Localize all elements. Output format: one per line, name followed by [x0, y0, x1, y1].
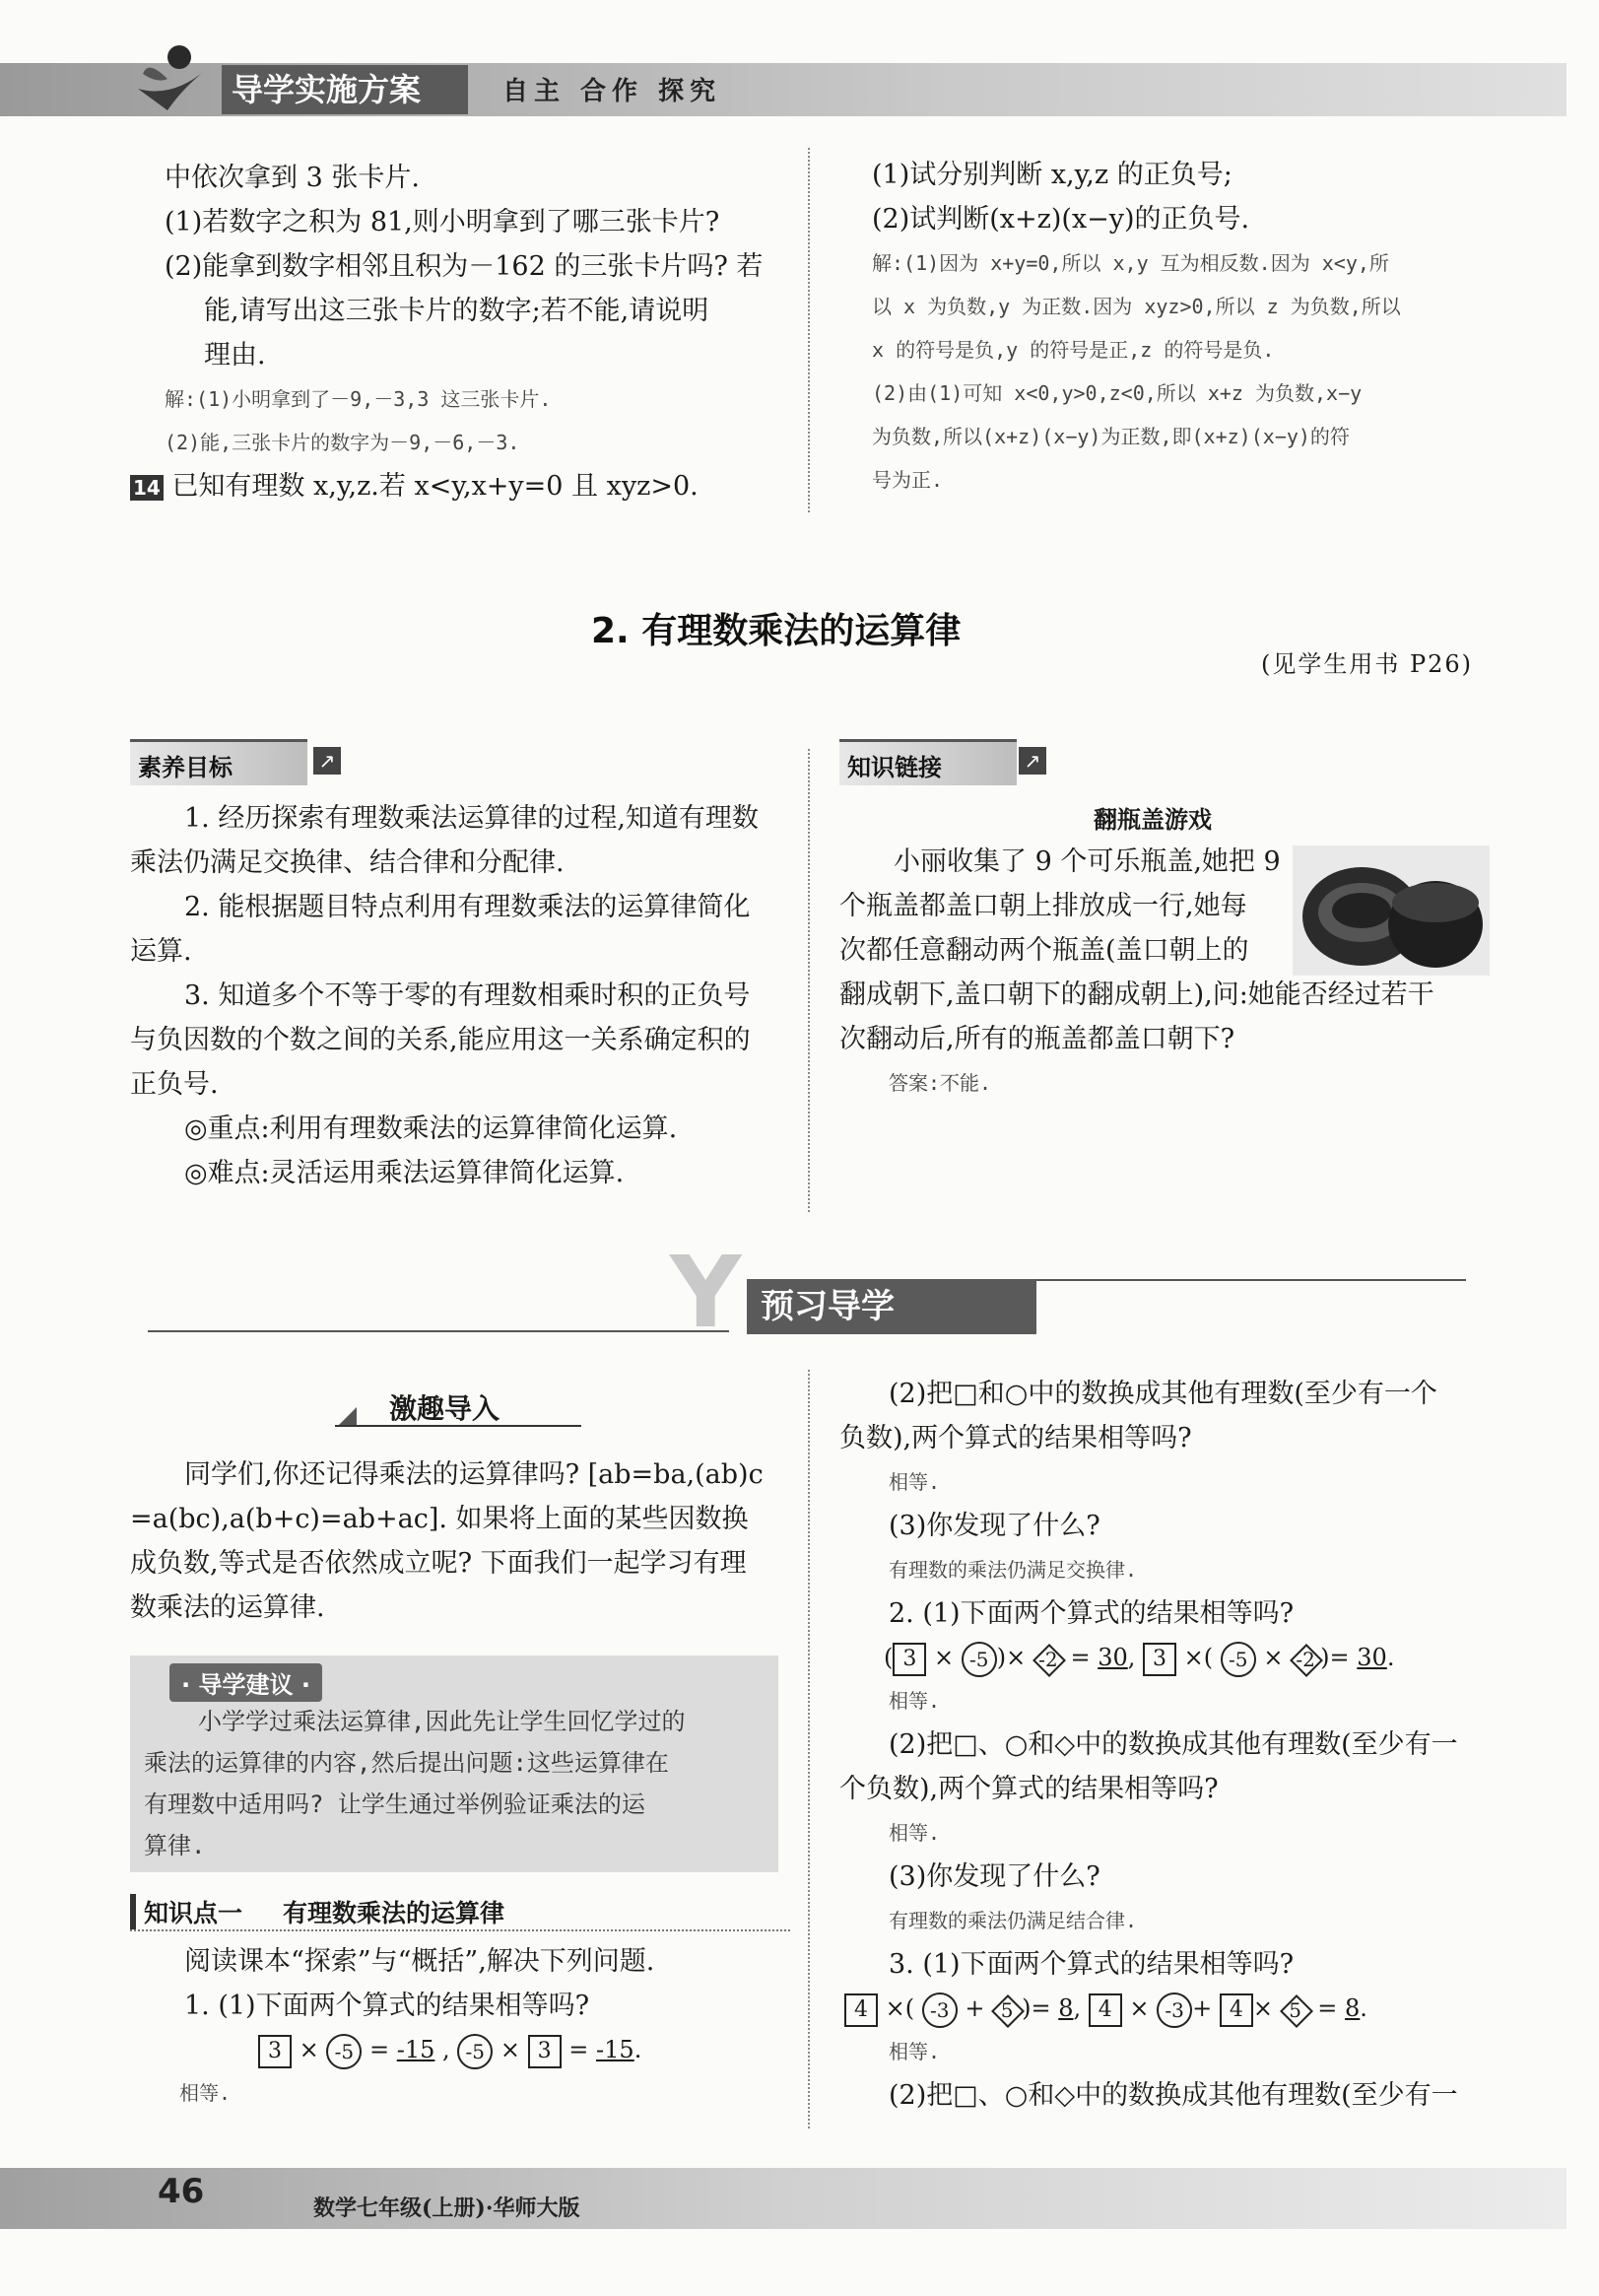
answer-line: 有理数的乘法仍满足结合律.: [889, 1909, 1138, 1932]
answer-line: 相等.: [889, 1470, 941, 1494]
header-banner: 导学实施方案: [222, 65, 468, 114]
question-number: 14: [130, 475, 164, 501]
kp1-tag: 知识点一: [130, 1894, 242, 1929]
text-line: (3)你发现了什么?: [889, 1861, 1100, 1892]
section-reference: (见学生用书 P26): [1261, 650, 1474, 678]
intro-block: [130, 1452, 800, 1630]
circle-blank: -5: [962, 1642, 997, 1677]
text-line: 正负号.: [130, 1069, 219, 1100]
square-blank: 3: [893, 1643, 926, 1676]
suggestion-box: [130, 1655, 778, 1872]
question-text: 已知有理数 x,y,z.若 x<y,x+y=0 且 xyz>0.: [171, 471, 699, 502]
square-blank: 4: [1220, 1993, 1253, 2027]
circle-blank: -5: [326, 2034, 362, 2069]
answer-line: 相等.: [889, 1821, 941, 1845]
text-line: 翻成朝下,盖口朝下的翻成朝上),问:她能否经过若干: [839, 979, 1434, 1010]
column-divider: [808, 1370, 810, 2128]
diamond-blank: 5: [992, 1995, 1022, 2025]
suggestion-tag: · 导学建议 ·: [169, 1663, 322, 1702]
link-tag-label: 知识链接: [847, 754, 942, 781]
text-line: 与负因数的个数之间的关系,能应用这一关系确定积的: [130, 1025, 751, 1055]
text-line: 同学们,你还记得乘法的运算律吗? [ab=ba,(ab)c: [184, 1459, 764, 1490]
text-line: 小丽收集了 9 个可乐瓶盖,她把 9: [894, 846, 1281, 877]
goals-block: [130, 796, 800, 1195]
text-line: =a(bc),a(b+c)=ab+ac]. 如果将上面的某些因数换: [130, 1504, 749, 1534]
header-logo-icon: [128, 30, 217, 118]
text-line: 次翻动后,所有的瓶盖都盖口朝下?: [839, 1024, 1235, 1054]
top-left-block: [130, 156, 810, 508]
answer-line: 以 x 为负数,y 为正数.因为 xyz>0,所以 z 为负数,所以: [872, 295, 1401, 318]
text-line: 个瓶盖都盖口朝上排放成一行,她每: [839, 891, 1247, 921]
link-block: [839, 840, 1499, 1105]
text-line: (1)若数字之积为 81,则小明拿到了哪三张卡片?: [165, 207, 720, 237]
book-title: 数学七年级(上册)·华师大版: [313, 2195, 580, 2221]
answer-line: x 的符号是负,y 的符号是正,z 的符号是负.: [872, 338, 1275, 362]
square-blank: 4: [844, 1993, 878, 2027]
goals-tag: [130, 739, 307, 785]
answer-line: 有理数的乘法仍满足交换律.: [889, 1558, 1138, 1582]
text-line: 中依次拿到 3 张卡片.: [165, 163, 420, 193]
result-blank: 8: [1345, 1994, 1361, 2022]
answer-line: 号为正.: [872, 468, 944, 492]
equation-1: 3 × -5 = -15 , -5 × 3 = -15.: [130, 2028, 800, 2071]
answer-line: (2)由(1)可知 x<0,y>0,z<0,所以 x+z 为负数,x−y: [872, 381, 1363, 405]
text-line: (2)把□、○和◇中的数换成其他有理数(至少有一: [889, 2080, 1458, 2111]
key-point: ◎重点:利用有理数乘法的运算律简化运算.: [184, 1114, 678, 1144]
answer-line: (2)能,三张卡片的数字为－9,－6,－3.: [165, 431, 520, 454]
text-line: (2)能拿到数字相邻且积为－162 的三张卡片吗? 若: [165, 251, 764, 282]
result-blank: -15: [396, 2036, 435, 2063]
diamond-blank: -2: [1291, 1645, 1320, 1674]
suggestion-line: 小学学过乘法运算律,因此先让学生回忆学过的: [198, 1708, 686, 1735]
text-line: 理由.: [204, 340, 266, 371]
square-blank: 3: [528, 2035, 562, 2068]
equation-2: ( 3 × -5 )× -2 = 30, 3 ×( -5 × -2 )= 30.: [839, 1636, 1499, 1679]
intro-heading: 激趣导入: [389, 1392, 500, 1425]
result-blank: 30: [1357, 1644, 1387, 1671]
text-line: 数乘法的运算律.: [130, 1592, 325, 1623]
preview-y-glyph: Y: [670, 1235, 742, 1350]
answer-line: 相等.: [889, 2040, 941, 2063]
square-blank: 3: [258, 2035, 292, 2068]
top-right-block: [872, 153, 1502, 502]
text-line: 阅读课本“探索”与“概括”,解决下列问题.: [184, 1946, 655, 1977]
kp1-block: [130, 1939, 800, 2115]
answer-line: 解:(1)小明拿到了－9,－3,3 这三张卡片.: [165, 387, 552, 411]
suggestion-line: 有理数中适用吗? 让学生通过举例验证乘法的运: [144, 1790, 645, 1818]
circle-blank: -5: [457, 2034, 493, 2069]
question-14: [130, 464, 810, 508]
diamond-blank: -2: [1033, 1645, 1063, 1674]
circle-blank: -5: [1221, 1642, 1256, 1677]
text-line: 乘法仍满足交换律、结合律和分配律.: [130, 847, 565, 878]
square-blank: 3: [1143, 1643, 1176, 1676]
text-line: (2)试判断(x+z)(x−y)的正负号.: [872, 204, 1250, 235]
preview-rule: [148, 1330, 729, 1332]
result-blank: 8: [1058, 1994, 1074, 2022]
footer-bar: [0, 2168, 1566, 2229]
column-divider: [808, 148, 810, 512]
header-modes: 自主 合作 探究: [502, 77, 722, 106]
answer-line: 答案:不能.: [889, 1071, 992, 1095]
intro-heading-underline: [335, 1425, 581, 1427]
preview-rule: [1033, 1279, 1466, 1281]
page-number: 46: [158, 2172, 205, 2211]
square-blank: 4: [1089, 1993, 1122, 2027]
text-line: 2. 能根据题目特点利用有理数乘法的运算律简化: [184, 892, 751, 922]
difficult-point: ◎难点:灵活运用乘法运算律简化运算.: [184, 1158, 625, 1188]
answer-line: 相等.: [179, 2081, 232, 2105]
text-line: 成负数,等式是否依然成立呢? 下面我们一起学习有理: [130, 1548, 747, 1579]
diamond-blank: 5: [1281, 1995, 1310, 2025]
text-line: 次都任意翻动两个瓶盖(盖口朝上的: [839, 935, 1249, 966]
suggestion-line: 算律.: [144, 1832, 206, 1859]
text-line: (1)试分别判断 x,y,z 的正负号;: [872, 160, 1233, 190]
circle-blank: -3: [922, 1992, 958, 2028]
text-line: 2. (1)下面两个算式的结果相等吗?: [889, 1598, 1295, 1629]
preview-banner: 预习导学: [747, 1279, 1036, 1334]
text-line: 3. (1)下面两个算式的结果相等吗?: [889, 1949, 1295, 1980]
text-line: (2)把□和○中的数换成其他有理数(至少有一个: [889, 1379, 1437, 1409]
text-line: 3. 知道多个不等于零的有理数相乘时积的正负号: [184, 980, 751, 1011]
text-line: 负数),两个算式的结果相等吗?: [839, 1423, 1192, 1453]
link-title: 翻瓶盖游戏: [1094, 806, 1212, 834]
text-line: (2)把□、○和◇中的数换成其他有理数(至少有一: [889, 1729, 1458, 1760]
column-divider: [808, 749, 810, 1212]
suggestion-line: 乘法的运算律的内容,然后提出问题:这些运算律在: [144, 1749, 669, 1777]
arrow-icon: ↗: [313, 747, 341, 775]
answer-line: 相等.: [889, 1689, 941, 1713]
text-line: (3)你发现了什么?: [889, 1511, 1100, 1541]
section-title: 2. 有理数乘法的运算律: [591, 611, 962, 651]
text-line: 个负数),两个算式的结果相等吗?: [839, 1774, 1219, 1804]
arrow-icon: ↗: [1019, 747, 1046, 775]
circle-blank: -3: [1157, 1992, 1192, 2028]
intro-heading-left-deco: [337, 1407, 357, 1427]
text-line: 运算.: [130, 936, 192, 967]
text-line: 能,请写出这三张卡片的数字;若不能,请说明: [204, 296, 709, 326]
result-blank: -15: [596, 2036, 634, 2063]
answer-line: 解:(1)因为 x+y=0,所以 x,y 互为相反数.因为 x<y,所: [872, 251, 1389, 275]
answer-line: 为负数,所以(x+z)(x−y)为正数,即(x+z)(x−y)的符: [872, 425, 1350, 448]
equation-3: 4 ×( -3 + 5 )= 8, 4 × -3 + 4 × 5 = 8.: [839, 1987, 1499, 2030]
right-lower-block: [839, 1372, 1499, 2118]
text-line: 1. 经历探索有理数乘法运算律的过程,知道有理数: [184, 803, 759, 834]
goals-tag-label: 素养目标: [138, 754, 233, 781]
kp1-header: [130, 1894, 790, 1931]
text-line: 1. (1)下面两个算式的结果相等吗?: [184, 1991, 590, 2021]
result-blank: 30: [1098, 1644, 1128, 1671]
kp1-title: 有理数乘法的运算律: [283, 1899, 505, 1927]
link-tag: [839, 739, 1017, 785]
